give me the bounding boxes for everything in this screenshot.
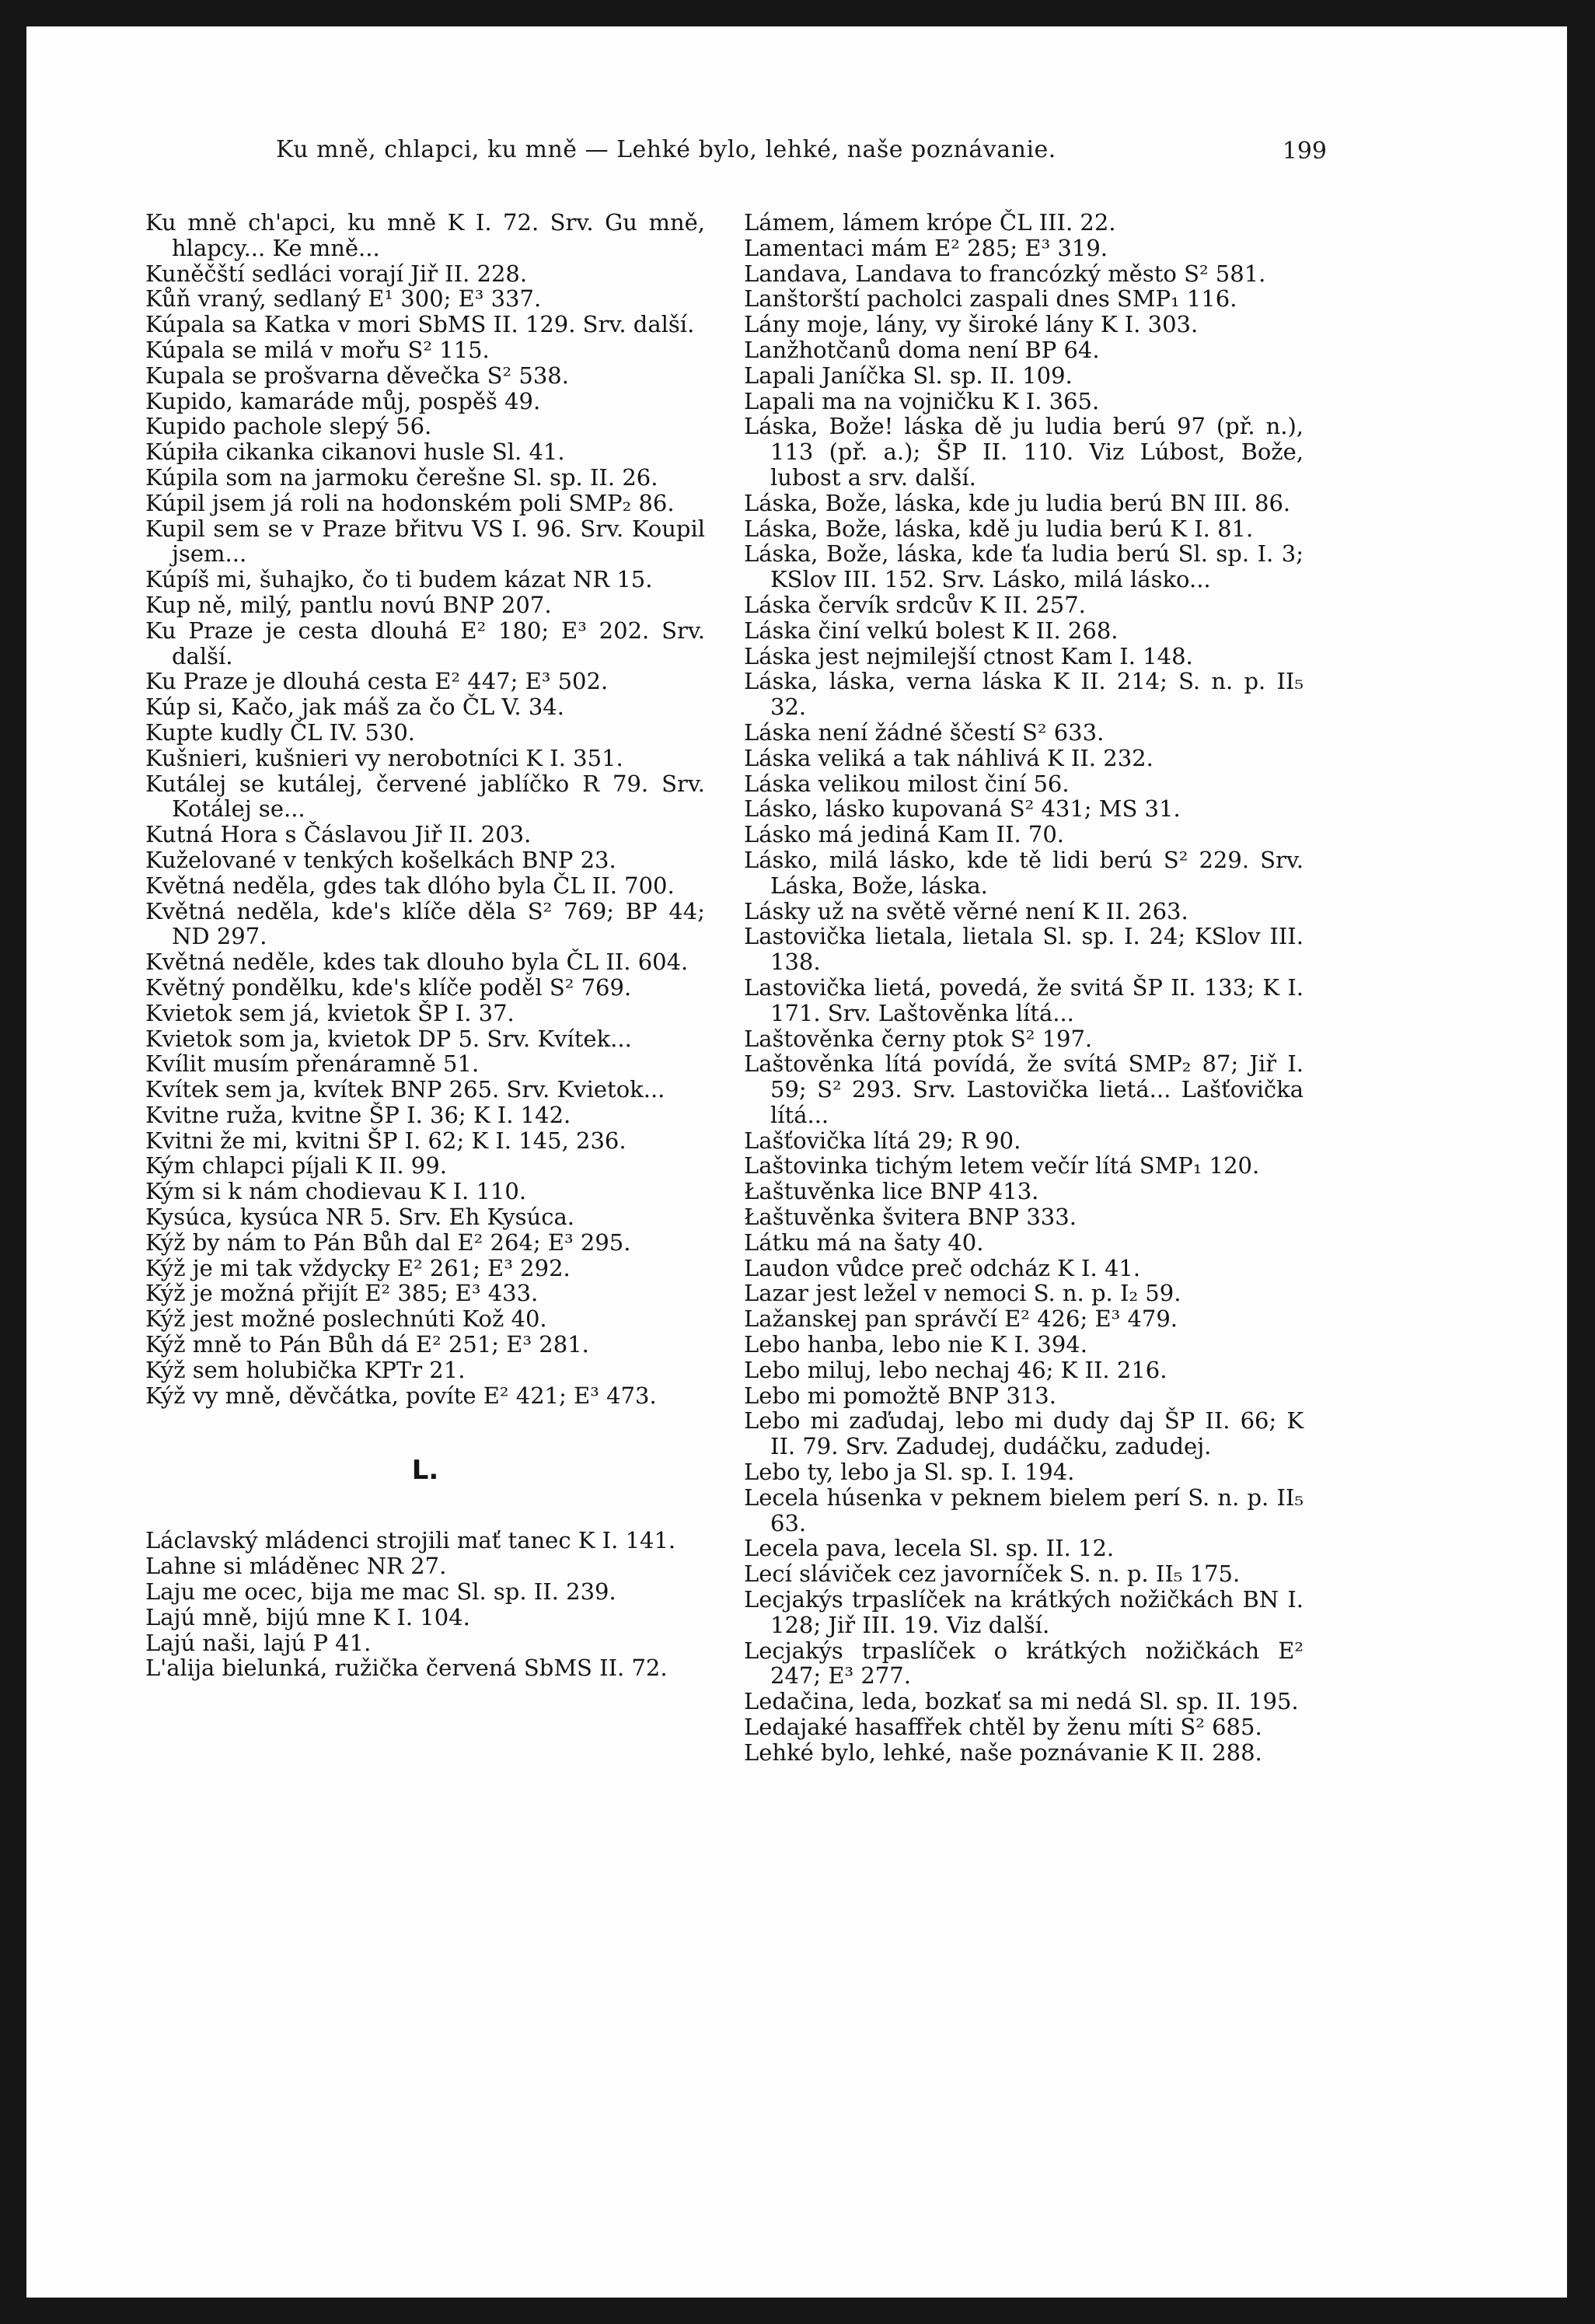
index-entry: Kušnieri, kušnieri vy nerobotníci K I. 351. — [145, 744, 623, 771]
index-entry: Lašťovička lítá 29; R 90. — [744, 1127, 1021, 1154]
index-entry: Kým chlapci píjali K II. 99. — [145, 1152, 447, 1179]
index-entry: Láclavský mládenci strojili mať tanec K I. 141. — [145, 1527, 676, 1554]
index-entry: Ku Praze je cesta dlouhá E² 180; E³ 202. Srv. další. — [145, 617, 705, 669]
index-entries-l — [145, 1528, 705, 1681]
index-entry: Láska velikou milost činí 56. — [744, 770, 1070, 797]
index-entry: Kýž jest možné poslechnúti Kož 40. — [145, 1305, 547, 1333]
index-entry: Lecela húsenka v peknem bielem perí S. n. p. II₅ 63. — [744, 1484, 1304, 1536]
index-entry: Kvítek sem ja, kvítek BNP 265. Srv. Kvietok... — [145, 1076, 665, 1103]
index-entry: Lecjakýs trpaslíček o krátkých nožičkách E² 247; E³ 277. — [744, 1637, 1304, 1690]
index-entry: Kýž vy mně, děvčátka, povíte E² 421; E³ 473. — [145, 1382, 657, 1409]
index-entry: Lebo miluj, lebo nechaj 46; K II. 216. — [744, 1356, 1167, 1383]
index-entry: Lastovička lietá, povedá, že svitá ŠP II. 133; K I. 171. Srv. Laštověnka lítá... — [744, 973, 1304, 1026]
index-entry: Květný pondělku, kde's klíče poděl S² 769. — [145, 973, 632, 1001]
index-entry: Lapali ma na vojničku K I. 365. — [744, 387, 1100, 414]
index-entry: Kýž mně to Pán Bůh dá E² 251; E³ 281. — [145, 1331, 589, 1358]
index-entry: Kysúca, kysúca NR 5. Srv. Eh Kysúca. — [145, 1204, 574, 1231]
index-entry: Laštověnka lítá povídá, že svítá SMP₂ 87; Jiř I. 59; S² 293. Srv. Lastovička lietá... Lašťovička lítá... — [744, 1050, 1304, 1128]
scan-border-top — [0, 0, 1595, 26]
index-entry: Kuněčští sedláci vorají Jiř II. 228. — [145, 260, 528, 287]
index-entry: Láska jest nejmilejší ctnost Kam I. 148. — [744, 642, 1193, 669]
index-entry: Lány moje, lány, vy široké lány K I. 303. — [744, 311, 1199, 338]
index-entry: Lamentaci mám E² 285; E³ 319. — [744, 234, 1108, 261]
index-entry: Láska veliká a tak náhlivá K II. 232. — [744, 744, 1153, 771]
index-entry: Kýž je mi tak vždycky E² 261; E³ 292. — [145, 1254, 571, 1281]
index-entry: Kvitni že mi, kvitni ŠP I. 62; K I. 145, 236. — [145, 1127, 626, 1154]
index-entry: Ku Praze je dlouhá cesta E² 447; E³ 502. — [145, 668, 609, 695]
index-entry: Laštovinka tichým letem večír lítá SMP₁ 120. — [744, 1152, 1260, 1179]
running-head: Ku mně, chlapci, ku mně — Lehké bylo, lehké, naše poznávanie. — [276, 136, 1056, 163]
index-entry: Lanžhotčanů doma není BP 64. — [744, 336, 1100, 363]
right-column — [744, 210, 1304, 1766]
index-entry: Květná neděla, kde's klíče děla S² 769; BP 44; ND 297. — [145, 897, 705, 950]
index-entry: Kuželované v tenkých košelkách BNP 23. — [145, 846, 616, 873]
index-entry: Lajú mně, bijú mne K I. 104. — [145, 1603, 470, 1630]
index-entry: Lahne si mláděnec NR 27. — [145, 1553, 447, 1580]
index-entry: Láska, Bože! láska dě ju ludia berú 97 (př. n.), 113 (př. a.); ŠP II. 110. Viz Lúbost, Bože, lubost a srv. další. — [744, 413, 1304, 491]
index-entry: Kúpíš mi, šuhajko, čo ti budem kázat NR 15. — [145, 566, 653, 593]
index-entry: Lebo ty, lebo ja Sl. sp. I. 194. — [744, 1459, 1075, 1486]
index-entry: Lebo hanba, lebo nie K I. 394. — [744, 1331, 1087, 1358]
index-entry: Kýž je možná přijít E² 385; E³ 433. — [145, 1280, 539, 1307]
index-entry: Kupido, kamaráde můj, pospěš 49. — [145, 387, 541, 414]
index-entry: Laju me ocec, bija me mac Sl. sp. II. 239. — [145, 1578, 616, 1606]
index-entry: Kupido pachole slepý 56. — [145, 413, 432, 440]
index-entry: Laudon vůdce preč odcház K I. 41. — [744, 1254, 1141, 1281]
index-entry: Láska činí velkú bolest K II. 268. — [744, 617, 1119, 644]
index-entry: Lazar jest ležel v nemoci S. n. p. I₂ 59. — [744, 1280, 1181, 1307]
index-entry: Lecí sláviček cez javorníček S. n. p. II₅ 175. — [744, 1560, 1241, 1588]
index-entry: Lecela pava, lecela Sl. sp. II. 12. — [744, 1535, 1115, 1562]
index-entry: Láska, láska, verna láska K II. 214; S. n. p. II₅ 32. — [744, 668, 1304, 721]
index-entry: Květná neděla, gdes tak dlóho byla ČL II. 700. — [145, 872, 675, 899]
index-entry: Kvílit musím přenáramně 51. — [145, 1050, 480, 1078]
left-column — [145, 210, 705, 1681]
index-entries-k — [145, 210, 705, 1408]
index-entry: Láska, Bože, láska, kde ju ludia berú BN III. 86. — [744, 489, 1291, 516]
index-entry: Kvietok som ja, kvietok DP 5. Srv. Kvítek... — [145, 1025, 632, 1052]
index-entry: Lehké bylo, lehké, naše poznávanie K II. 288. — [744, 1739, 1262, 1766]
index-entry: Lásko, milá lásko, kde tě lidi berú S² 229. Srv. Láska, Bože, láska. — [744, 846, 1304, 899]
index-entry: Lapali Janíčka Sl. sp. II. 109. — [744, 362, 1073, 389]
index-entry: Kým si k nám chodievau K I. 110. — [145, 1178, 527, 1205]
section-letter-heading: L. — [411, 1455, 439, 1487]
index-entry: Kůň vraný, sedlaný E¹ 300; E³ 337. — [145, 285, 542, 313]
index-entry: Lámem, lámem krópe ČL III. 22. — [744, 209, 1116, 236]
index-entry: Lastovička lietala, lietala Sl. sp. I. 24; KSlov III. 138. — [744, 923, 1304, 976]
index-entry: Kup ně, milý, pantlu novú BNP 207. — [145, 591, 552, 618]
index-entry: Lajú naši, lajú P 41. — [145, 1629, 372, 1656]
index-entry: Ledajaké hasaffřek chtěl by ženu míti S² 685. — [744, 1714, 1262, 1741]
index-entry: Kúpiła cikanka cikanovi husle Sl. 41. — [145, 439, 565, 466]
index-entry: Kýž sem holubička KPTr 21. — [145, 1356, 466, 1383]
index-entry: Lásky už na světě věrné není K II. 263. — [744, 897, 1188, 924]
index-entry: Kutná Hora s Čáslavou Jiř II. 203. — [145, 821, 532, 848]
index-entry: Kupte kudly ČL IV. 530. — [145, 718, 415, 746]
index-entry: Landava, Landava to francózký město S² 581. — [744, 260, 1266, 287]
index-entry: Látku má na šaty 40. — [744, 1228, 984, 1256]
index-entry: Kúpila som na jarmoku čerešne Sl. sp. II. 26. — [145, 463, 658, 491]
index-entry: Lanštorští pacholci zaspali dnes SMP₁ 116. — [744, 285, 1237, 313]
index-entry: Lebo mi zaďudaj, lebo mi dudy daj ŠP II. 66; K II. 79. Srv. Zadudej, dudáčku, zadudej. — [744, 1407, 1304, 1460]
scan-border-bottom — [0, 2298, 1595, 2324]
index-entry: Lebo mi pomožtě BNP 313. — [744, 1382, 1056, 1409]
index-entry: Květná neděle, kdes tak dlouho byla ČL II. 604. — [145, 949, 689, 976]
index-entry: Kúpala sa Katka v mori SbMS II. 129. Srv. další. — [145, 311, 695, 338]
index-entry: Kutálej se kutálej, červené jablíčko R 79. Srv. Kotálej se... — [145, 770, 705, 823]
index-entry: Lecjakýs trpaslíček na krátkých nožičkách BN I. 128; Jiř III. 19. Viz další. — [744, 1586, 1304, 1638]
index-entry: Láska červík srdcův K II. 257. — [744, 591, 1086, 618]
index-entry: Kupil sem se v Praze břitvu VS I. 96. Srv. Koupil jsem... — [145, 515, 705, 568]
index-entry: Łaštuvěnka švitera BNP 333. — [744, 1204, 1077, 1231]
scan-border-right — [1567, 0, 1595, 2324]
index-entry: Lažanskej pan správčí E² 426; E³ 479. — [744, 1305, 1178, 1333]
scan-border-left — [0, 0, 26, 2324]
index-entry: Lásko, lásko kupovaná S² 431; MS 31. — [744, 795, 1181, 823]
index-entry: Laštověnka černy ptok S² 197. — [744, 1025, 1093, 1052]
page-number: 199 — [1282, 138, 1327, 165]
index-entry: L'alija bielunká, ružička červená SbMS II. 72. — [145, 1655, 668, 1682]
index-entry: Kvitne ruža, kvitne ŠP I. 36; K I. 142. — [145, 1101, 571, 1128]
index-entry: Kýž by nám to Pán Bůh dal E² 264; E³ 295. — [145, 1228, 631, 1256]
index-entry: Kúpala se milá v mořu S² 115. — [145, 336, 490, 363]
index-entry: Ledačina, leda, bozkať sa mi nedá Sl. sp. II. 195. — [744, 1688, 1299, 1715]
index-entry: Láska, Bože, láska, kdě ju ludia berú K I. 81. — [744, 515, 1254, 542]
index-entry: Ku mně ch'apci, ku mně K I. 72. Srv. Gu mně, hlapcy... Ke mně... — [145, 209, 705, 261]
index-entry: Kúp si, Kačo, jak máš za čo ČL V. 34. — [145, 694, 564, 721]
index-entry: Láska není žádné ščestí S² 633. — [744, 718, 1105, 746]
index-entry: Kupala se prošvarna děvečka S² 538. — [145, 362, 569, 389]
index-entry: Kúpil jsem já roli na hodonském poli SMP₂ 86. — [145, 489, 675, 516]
index-entry: Lásko má jediná Kam II. 70. — [744, 821, 1065, 848]
index-entry: Kvietok sem já, kvietok ŠP I. 37. — [145, 999, 515, 1026]
index-entry: Láska, Bože, láska, kde ťa ludia berú Sl. sp. I. 3; KSlov III. 152. Srv. Lásko, milá lásko... — [744, 540, 1304, 593]
index-entry: Łaštuvěnka lice BNP 413. — [744, 1178, 1039, 1205]
